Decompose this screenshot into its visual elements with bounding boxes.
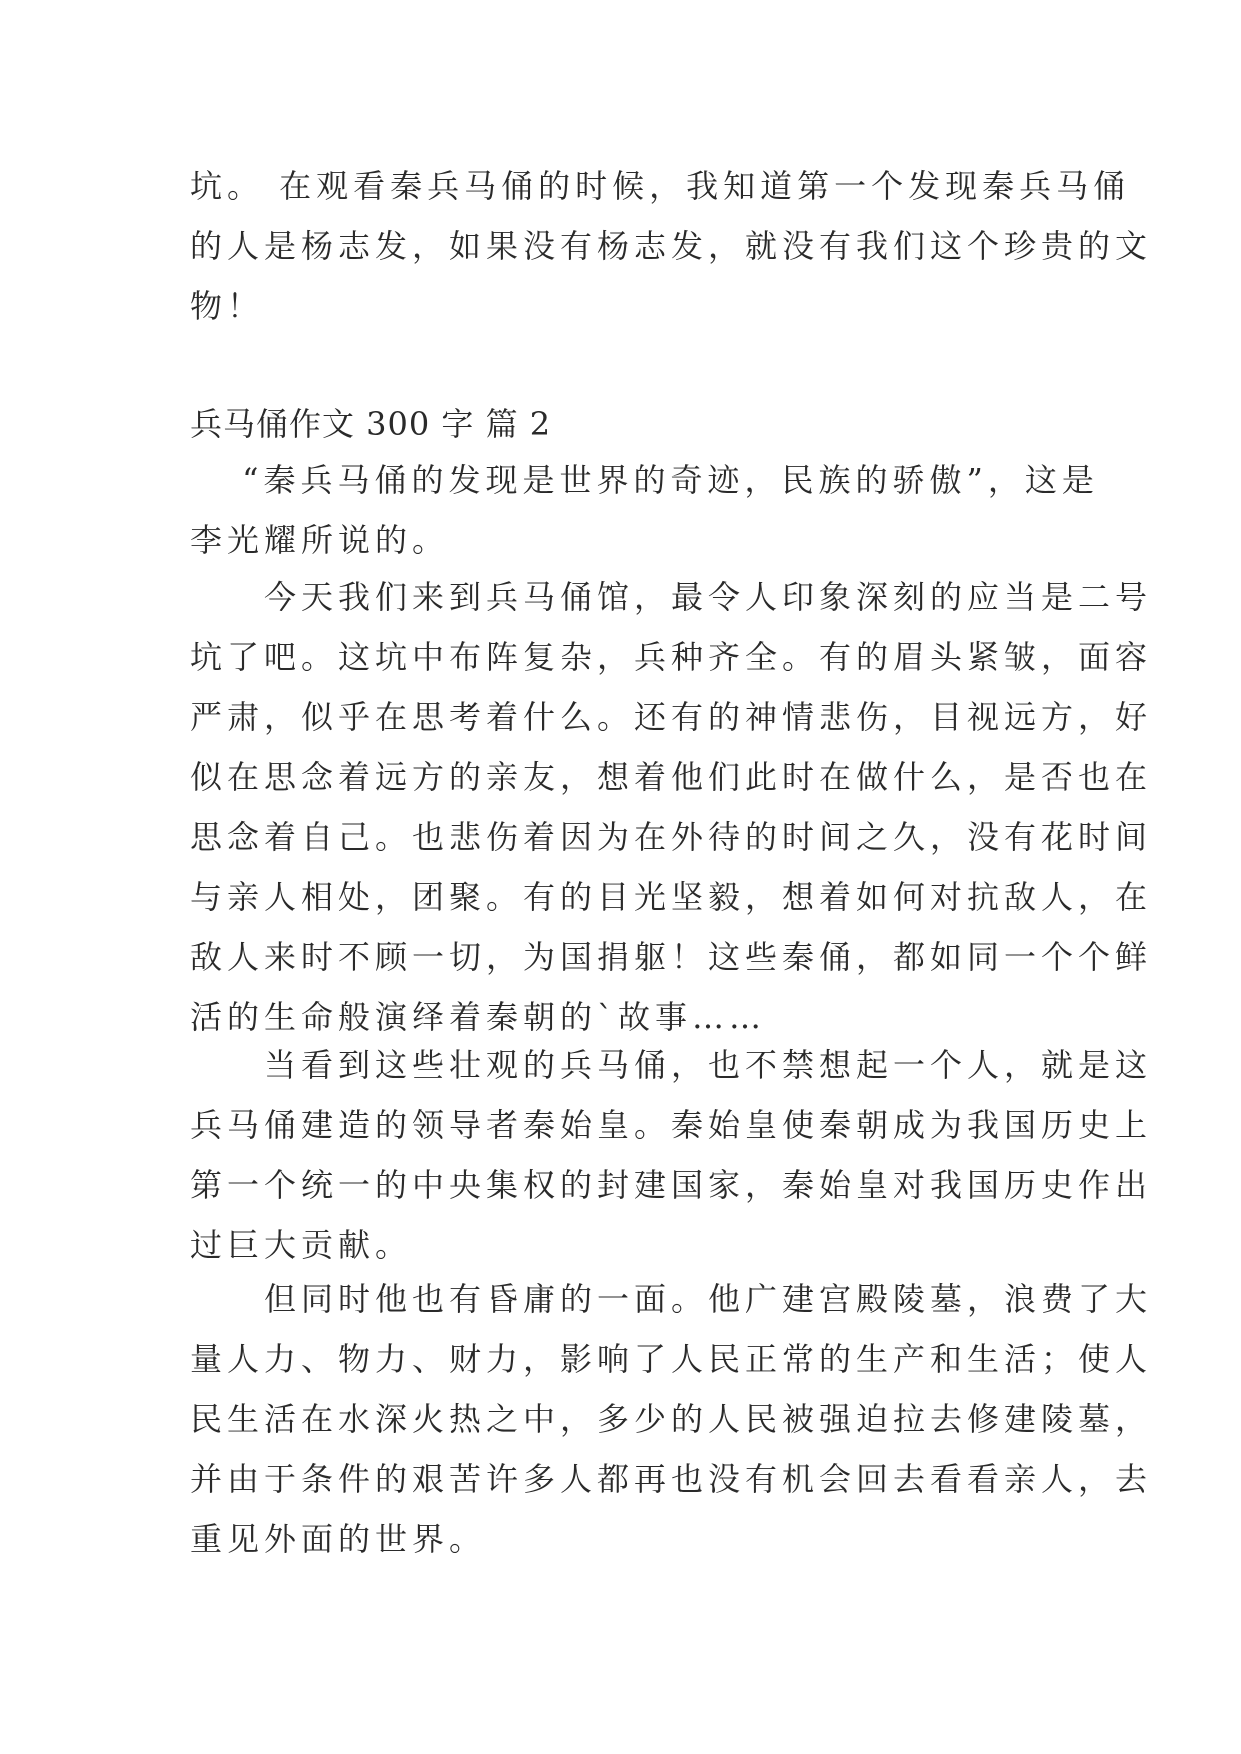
text-line: 第一个统一的中央集权的封建国家，秦始皇对我国历史作出 [190,1166,1153,1204]
text-line: 物！ [190,287,265,325]
text-line: 严肃，似乎在思考着什么。还有的神情悲伤，目视远方，好 [190,698,1153,736]
text-line: 李光耀所说的。 [190,521,450,559]
text-line: 似在思念着远方的亲友，想着他们此时在做什么，是否也在 [190,758,1153,796]
text-line: 并由于条件的艰苦许多人都再也没有机会回去看看亲人，去 [190,1460,1153,1498]
text-line: 的人是杨志发，如果没有杨志发，就没有我们这个珍贵的文 [190,227,1153,265]
text-line: 民生活在水深火热之中，多少的人民被强迫拉去修建陵墓， [190,1400,1153,1438]
text-line: 敌人来时不顾一切，为国捐躯！这些秦俑，都如同一个个鲜 [190,938,1153,976]
text-line: 思念着自己。也悲伤着因为在外待的时间之久，没有花时间 [190,818,1153,856]
paragraph-pit-two [190,567,1153,1047]
text-line: 活的生命般演绎着秦朝的`故事…… [190,998,767,1036]
text-line: 坑。 在观看秦兵马俑的时候，我知道第一个发现秦兵马俑 [190,167,1131,205]
text-line: 与亲人相处，团聚。有的目光坚毅，想着如何对抗敌人，在 [190,878,1153,916]
section-title-block [190,394,1050,454]
text-line: 过巨大贡献。 [190,1226,413,1264]
text-line: 但同时他也有昏庸的一面。他广建宫殿陵墓，浪费了大 [190,1280,1153,1318]
text-line: 兵马俑建造的领导者秦始皇。秦始皇使秦朝成为我国历史上 [190,1106,1153,1144]
section-title: 兵马俑作文 300 字 篇 2 [190,405,552,443]
paragraph-other-side [190,1269,1153,1569]
paragraph-quote [190,450,1099,570]
text-line: 当看到这些壮观的兵马俑，也不禁想起一个人，就是这 [190,1046,1153,1084]
continuation-paragraph [190,156,1153,336]
paragraph-qin-shi-huang [190,1035,1153,1275]
text-line: 坑了吧。这坑中布阵复杂，兵种齐全。有的眉头紧皱，面容 [190,638,1153,676]
text-line: “秦兵马俑的发现是世界的奇迹，民族的骄傲”，这是 [190,461,1099,499]
text-line: 今天我们来到兵马俑馆，最令人印象深刻的应当是二号 [190,578,1153,616]
text-line: 重见外面的世界。 [190,1520,487,1558]
text-line: 量人力、物力、财力，影响了人民正常的生产和生活；使人 [190,1340,1153,1378]
